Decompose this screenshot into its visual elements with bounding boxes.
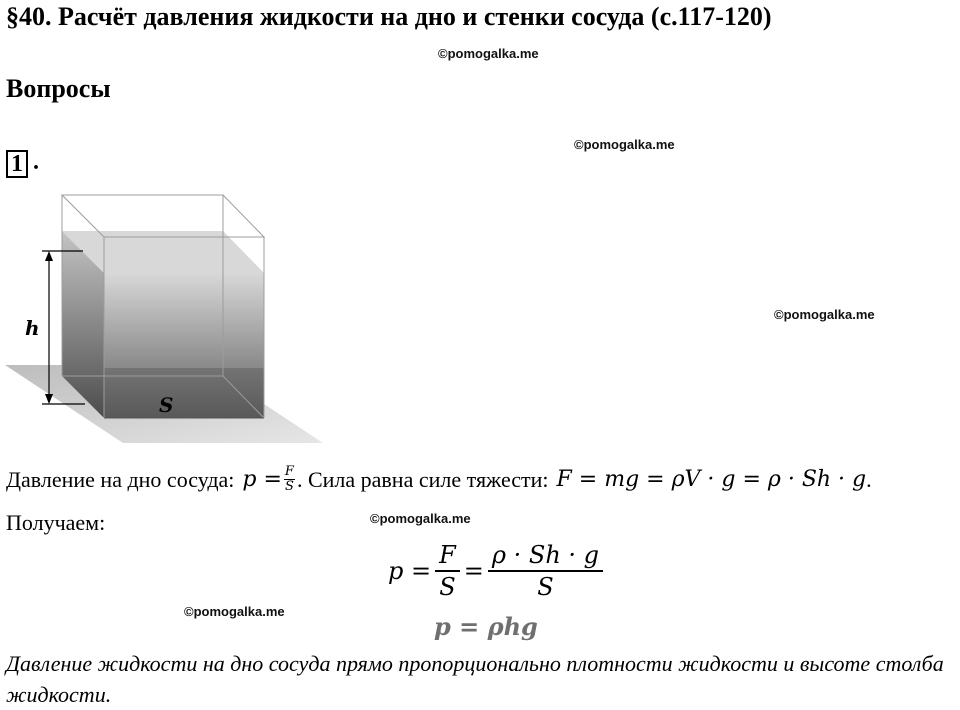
pressure-statement <box>6 465 872 494</box>
force-equation: F = mg = ρV · g = ρ · Sh · g <box>556 467 867 492</box>
watermark: ©pomogalka.me <box>438 46 539 61</box>
question-number: 1 <box>6 150 28 178</box>
line-end-period: . <box>866 466 872 492</box>
area-label: S <box>159 393 174 417</box>
force-statement: . Сила равна силе тяжести: <box>296 466 549 492</box>
pressure-lhs: p = <box>242 467 282 492</box>
fraction-numerator: ρ · Sh · g <box>491 541 600 569</box>
derivation-equation <box>388 540 607 602</box>
height-label: h <box>25 316 40 340</box>
conclusion-text: Давление жидкости на дно сосуда прямо пропорционально плотности жидкости и высоте столба жидкости. <box>6 651 944 707</box>
question-number-dot: . <box>33 149 39 175</box>
section-heading: Вопросы <box>6 74 111 103</box>
watermark: ©pomogalka.me <box>370 511 471 526</box>
equation-fraction-1 <box>437 540 458 602</box>
watermark: ©pomogalka.me <box>184 604 285 619</box>
fraction-denominator: S <box>488 570 603 602</box>
result-intro: Получаем: <box>6 510 106 535</box>
equation-lhs: p = <box>388 557 432 585</box>
watermark: ©pomogalka.me <box>574 137 675 152</box>
equation-equals: = <box>463 557 484 585</box>
watermark: ©pomogalka.me <box>774 307 875 322</box>
pressure-fraction <box>284 465 295 494</box>
fraction-denominator: S <box>435 570 460 602</box>
page-title: §40. Расчёт давления жидкости на дно и стенки сосуда (с.117-120) <box>6 2 772 31</box>
equation-fraction-2 <box>490 540 601 602</box>
vessel-figure <box>5 193 335 458</box>
fraction-numerator: F <box>284 464 294 479</box>
result-formula: p = ρhg <box>434 612 538 641</box>
fraction-numerator: F <box>439 541 456 569</box>
pressure-prefix: Давление на дно сосуда: <box>6 466 235 492</box>
fraction-denominator: S <box>284 479 294 494</box>
